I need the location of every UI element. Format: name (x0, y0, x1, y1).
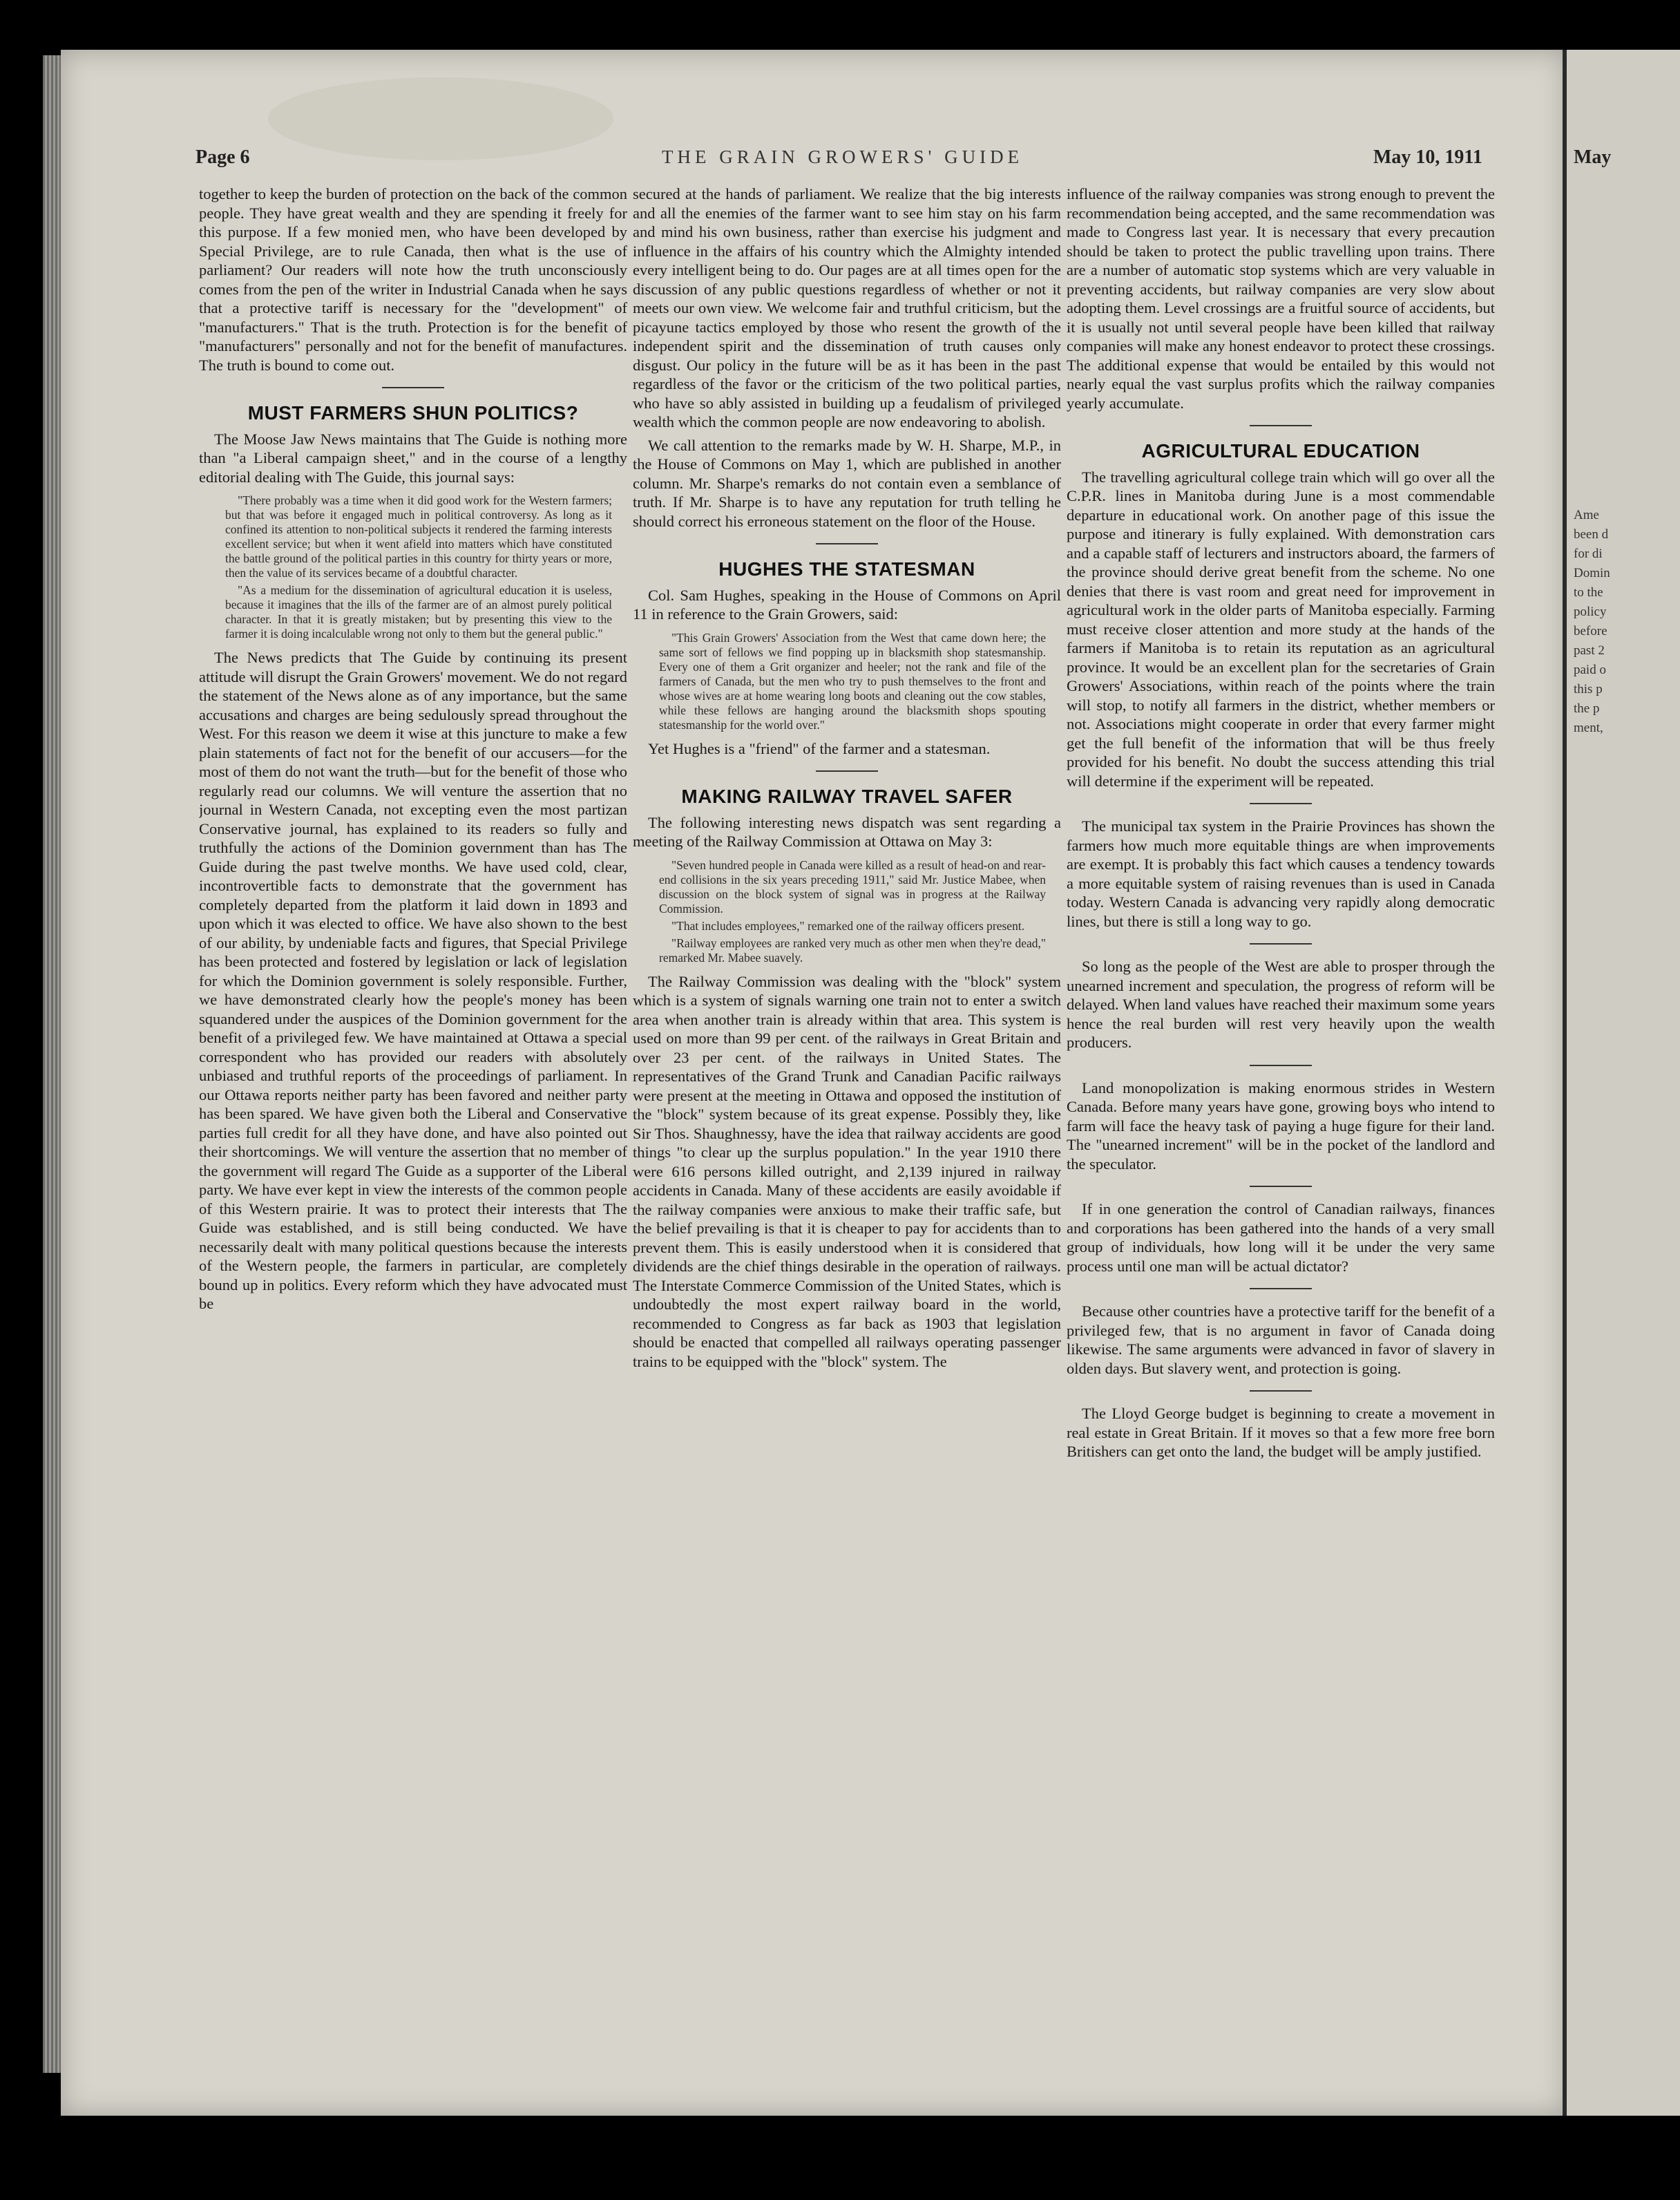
editorial-note: Because other countries have a protective tariff for the benefit of a privileged few, that is no argument in favor of Canada doing likewise. The same arguments were advanced in favor of slavery in olden days. But slavery went, and protection is going. (1067, 1302, 1495, 1377)
column-1 (199, 184, 627, 2112)
quote-text: "That includes employees," remarked one of the railway officers present. (671, 918, 1025, 933)
article-text: We call attention to the remarks made by W. H. Sharpe, M.P., in the House of Commons on May 1, which are published in another column. Mr. Sharpe's remarks do not contain even a semblance of truth. If Mr. Sharpe is to have any reputation for truth telling he should correct his erroneous statement on the floor of the House. (633, 436, 1061, 530)
article-text: Col. Sam Hughes, speaking in the House of Commons on April 11 in reference to the Grain Growers, said: (633, 586, 1061, 623)
page-header (61, 146, 1567, 180)
article-text: The News predicts that The Guide by continuing its present attitude will disrupt the Grain Growers' movement. We do not regard the statement of the News alone as of any importance, but the same accusations and charges are being sedulously spread throughout the West. For this reason we deem it wise at this juncture to make a few plain statements of fact not for the benefit of our accusers—for the most of them do not want the truth—but for the benefit of those who regularly read our columns. We will venture the assertion that no journal in Western Canada, not excepting even the most partizan Conservative journal, has explained to its readers so fully and truthfully the actions of the Dominion government than has The Guide during the past twelve months. We have used cold, clear, incontrovertible facts to demonstrate that the government has completely departed from the platform it laid down in 1893 and upon which it was elected to office. We have also shown to the best of our ability, by undeniable facts and figures, that Special Privilege has been protected and fostered by legislation or lack of legislation for which the Dominion government is solely responsible. Further, we have demonstrated clearly how the people's money has been squandered under the auspices of the Dominion government for the benefit of a privileged few. We have maintained at Ottawa a special correspondent who has provided our readers with absolutely unbiased and truthful reports of the proceedings of parliament. In our Ottawa reports neither party has been favored and neither party has been spared. We have given both the Liberal and Conservative parties full credit for all they have done, and have also pointed out their shortcomings. We will venture the assertion that no member of the government will regard The Guide as a supporter of the Liberal party. We have ever kept in view the interests of the common people of this Western prairie. It was to protect their interests that The Guide was established, and is still being conducted. We have necessarily dealt with many political questions because the interests of the Western people, the farmers in particular, are completely bound up in politics. Every reform which they have advocated must be (199, 649, 627, 1312)
article-text: Yet Hughes is a "friend" of the farmer and a statesman. (648, 739, 991, 757)
article-text: The Railway Commission was dealing with the "block" system which is a system of signals warning one train not to enter a switch area when another train is already within that area. This system is used on more than 99 per cent. of the railways in Great Britain and over 23 per cent. of the railways in United States. The representatives of the Grand Trunk and Canadian Pacific railways were present at the meeting in Ottawa and opposed the institution of the "block" system because of its great expense. Possibly they, like Sir Thos. Shaughnessy, have the idea that railway accidents are good things "to clear up the surplus population." In the year 1910 there were 616 persons killed outright, and 2,139 injured in railway accidents in Canada. Many of these accidents are easily avoidable if the railway companies were anxious to make their traffic safe, but the belief prevailing is that it is cheaper to pay for accidents than to prevent them. This is easily understood when it is considered that dividends are the chief things desirable in the operation of railways. The Interstate Commerce Commission of the United States, which is undoubtedly the most expert railway board in the world, recommended to Congress as far back as 1903 that legislation should be enacted that compelled all railways operating passenger trains to be equipped with the "block" system. The (633, 972, 1061, 1370)
article-text: The following interesting news dispatch was sent regarding a meeting of the Railway Commission at Ottawa on May 3: (633, 813, 1061, 850)
adjacent-page-text-fragment: Ame been d for di Domin to the policy before past 2 paid o this p the p ment, (1574, 508, 1610, 735)
divider (816, 770, 878, 772)
editorial-note: Land monopolization is making enormous strides in Western Canada. Before many years have gone, growing boys who intend to farm will face the heavy task of paying a huge figure for their land. The "unearned increment" will be in the pocket of the landlord and the speculator. (1067, 1079, 1495, 1173)
issue-date: May 10, 1911 (1373, 146, 1482, 168)
headline-making-railway-travel-safer: MAKING RAILWAY TRAVEL SAFER (681, 786, 1013, 807)
adjacent-page-edge (1563, 50, 1680, 2116)
article-text: The Moose Jaw News maintains that The Guide is nothing more than "a Liberal campaign sheet," and in the course of a lengthy editorial dealing with The Guide, this journal says: (199, 430, 627, 486)
masthead-title: THE GRAIN GROWERS' GUIDE (662, 146, 1024, 167)
page-number: Page 6 (195, 146, 250, 168)
block-quote (659, 631, 1046, 732)
divider (1250, 1390, 1312, 1392)
headline-agricultural-education: AGRICULTURAL EDUCATION (1141, 440, 1420, 462)
divider (382, 387, 444, 388)
article-text: influence of the railway companies was strong enough to prevent the recommendation being accepted, and the same recommendation was made to Congress last year. It is necessary that every precaution should be taken to protect the public travelling upon trains. There are a number of automatic stop systems which are very valuable in preventing accidents, but railway companies are very slow about adopting them. Level crossings are a fruitful source of accidents, but it is usually not until several people have been killed that railway companies will make any honest endeavor to protect these crossings. The additional expense that would be entailed by this would not nearly equal the vast surplus profits which the railway companies yearly accumulate. (1067, 185, 1495, 412)
divider (1250, 803, 1312, 804)
column-3 (1067, 184, 1495, 2112)
divider (1250, 943, 1312, 945)
adjacent-page-header: May (1574, 146, 1612, 168)
divider (1250, 1065, 1312, 1066)
divider (1250, 1186, 1312, 1187)
column-2 (633, 184, 1061, 2112)
article-text: together to keep the burden of protection on the back of the common people. They have great wealth and they are spending it freely for this purpose. If a few monied men, who have been developed by Special Privilege, are to rule Canada, then what is the use of parliament? Our readers will note how the truth unconsciously comes from the pen of the writer in Industrial Canada when he says that a protective tariff is necessary for the "development" of "manufacturers." That is the truth. Protection is for the benefit of "manufacturers" personally and not for the benefit of manufactures. The truth is bound to come out. (199, 185, 627, 374)
divider (1250, 425, 1312, 426)
headline-hughes-the-statesman: HUGHES THE STATESMAN (718, 558, 975, 580)
quote-text: "Seven hundred people in Canada were killed as a result of head-on and rear-end collisions in the six years preceding 1911," said Mr. Justice Mabee, when discussion on the block system of signal was in progress at the Railway Commission. (659, 857, 1046, 916)
quote-text: "This Grain Growers' Association from the West that came down here; the same sort of fellows we find popping up in blacksmith shop statesmanship. Every one of them a Grit organizer and heeler; not the rank and file of the farmers of Canada, but the men who try to push themselves to the front and whose wives are at home wearing long boots and cleaning out the cow stables, while these fellows are hanging around the blacksmith shops spouting statesmanship for the world over." (659, 630, 1046, 732)
article-text: The travelling agricultural college train which will go over all the C.P.R. lines in Manitoba during June is a most commendable departure in educational work. On another page of this issue the purpose and itinerary is fully explained. With demonstration cars and a capable staff of lecturers and instructors aboard, the farmers of the province should derive great benefit from the scheme. No one denies that there is vast room and great need for improvement in agricultural work in the older parts of Manitoba especially. Farming must receive closer attention and more study at the hands of the farmers if Manitoba is to retain its reputation as an agricultural province. It would be an excellent plan for the secretaries of Grain Growers' Associations, within reach of the points where the train will stop, to notify all farmers in the district, whether members or not. Associations might cooperate in order that every farmer might get the full benefit of the information that will be thus freely provided for his benefit. No doubt the success attending this trial will determine if the experiment will be repeated. (1067, 468, 1495, 790)
quote-text: "As a medium for the dissemination of agricultural education it is useless, because it imagines that the ills of the farmer are of an almost purely political character. In that it is greatly mistaken; but by presenting this view to the farmer it is doing incalculable wrong not only to them but the general public." (225, 583, 612, 641)
quote-text: "There probably was a time when it did good work for the Western farmers; but that was before it engaged much in political controversy. As long as it confined its attention to non-political subjects it rendered the farming interests excellent service; but when it went afield into matters which have constituted the battle ground of the political parties in this country for thirty years or more, then the value of its services became of a doubtful character. (225, 493, 612, 580)
divider (1250, 1288, 1312, 1289)
block-quote (225, 493, 612, 641)
editorial-note: The municipal tax system in the Prairie Provinces has shown the farmers how much more equitable things are when improvements are exempt. It is probably this fact which causes a tendency towards a more equitable system of raising revenues than is used in Canada today. Western Canada is advancing very rapidly along democratic lines, but there is still a long way to go. (1067, 817, 1495, 930)
divider (816, 543, 878, 544)
block-quote (659, 858, 1046, 965)
editorial-note: So long as the people of the West are able to prosper through the unearned increment and speculation, the progress of reform will be delayed. When land values have reached their maximum some years hence the real burden will rest very heavily upon the wealth producers. (1067, 958, 1495, 1051)
headline-must-farmers-shun-politics: MUST FARMERS SHUN POLITICS? (247, 402, 579, 424)
quote-text: "Railway employees are ranked very much as other men when they're dead," remarked Mr. Mabee suavely. (659, 936, 1046, 965)
article-text: secured at the hands of parliament. We realize that the big interests and all the enemies of the farmer want to see him stay on his farm and mind his own business, rather than exercise his judgment and influence in the affairs of his country which the Almighty intended every intelligent being to do. Our pages are at all times open for the discussion of any public questions regardless of whether or not it meets our own view. We welcome fair and truthful criticism, but the picayune tactics employed by those who resent the growth of the independent spirit and the dissemination of truth causes only disgust. Our policy in the future will be as it has been in the past regardless of the favor or the criticism of the two political parties, who have so ably assisted in building up a feudalism of privileged wealth which the common people are now endeavoring to abolish. (633, 185, 1061, 430)
editorial-note: If in one generation the control of Canadian railways, finances and corporations has been gathered into the hands of a very small group of individuals, how long will it be under the very same process until one man will be actual dictator? (1067, 1200, 1495, 1275)
editorial-note: The Lloyd George budget is beginning to create a movement in real estate in Great Britain. If it moves so that a few more free born Britishers can get onto the land, the budget will be amply justified. (1067, 1405, 1495, 1460)
newspaper-page (61, 50, 1567, 2116)
